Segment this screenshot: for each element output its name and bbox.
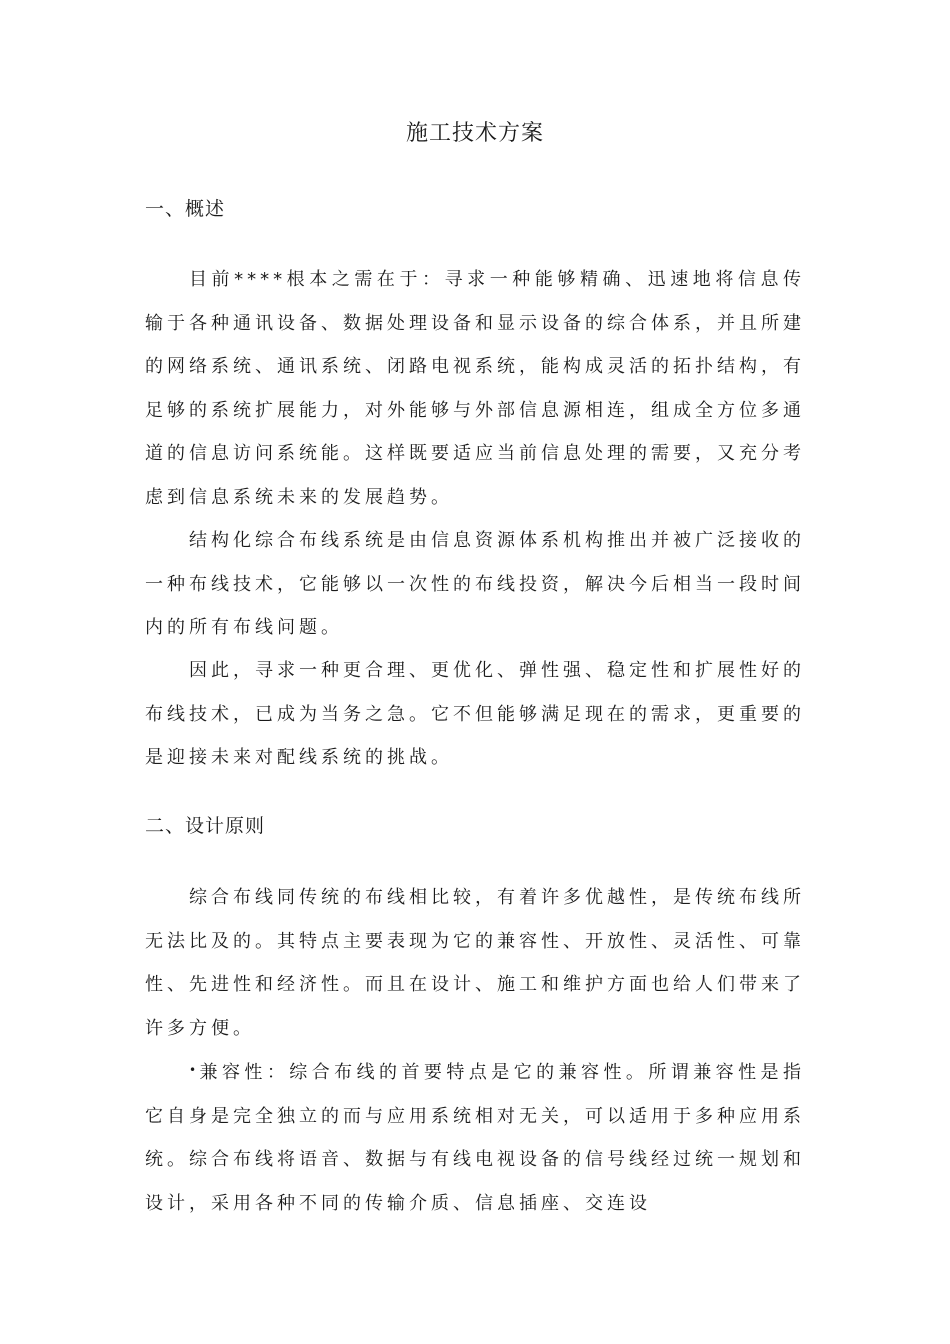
overview-paragraph-1: 目前****根本之需在于：寻求一种能够精确、迅速地将信息传输于各种通讯设备、数据处理设备和显示设备的综合体系，并且所建的网络系统、通讯系统、闭路电视系统，能构成灵活的拓扑结构，有足够的系统扩展能力，对外能够与外部信息源相连，组成全方位多通道的信息访问系统能。这样既要适应当前信息处理的需要，又充分考虑到信息系统未来的发展趋势。 bbox=[145, 269, 805, 508]
bullet-icon: • bbox=[189, 1063, 197, 1077]
bullet-item-text: 兼容性：综合布线的首要特点是它的兼容性。所谓兼容性是指它自身是完全独立的而与应用系统相对无关，可以适用于多种应用系统。综合布线将语音、数据与有线电视设备的信号线经过统一规划和设计，采用各种不同的传输介质、信息插座、交连设 bbox=[145, 1062, 805, 1214]
section-heading-overview: 一、概述 bbox=[145, 198, 226, 220]
document-title: 施工技术方案 bbox=[405, 121, 544, 146]
section-heading-design-principles: 二、设计原则 bbox=[145, 815, 266, 837]
overview-paragraph-3: 因此，寻求一种更合理、更优化、弹性强、稳定性和扩展性好的布线技术，已成为当务之急。它不但能够满足现在的需求，更重要的是迎接未来对配线系统的挑战。 bbox=[145, 660, 805, 768]
bullet-item-compatibility bbox=[145, 1049, 805, 1225]
design-principles-paragraph-1: 综合布线同传统的布线相比较，有着许多优越性，是传统布线所无法比及的。其特点主要表现为它的兼容性、开放性、灵活性、可靠性、先进性和经济性。而且在设计、施工和维护方面也给人们带来了许多方便。 bbox=[145, 887, 805, 1039]
overview-paragraph-2: 结构化综合布线系统是由信息资源体系机构推出并被广泛接收的一种布线技术，它能够以一次性的布线投资，解决今后相当一段时间内的所有布线问题。 bbox=[145, 530, 805, 638]
